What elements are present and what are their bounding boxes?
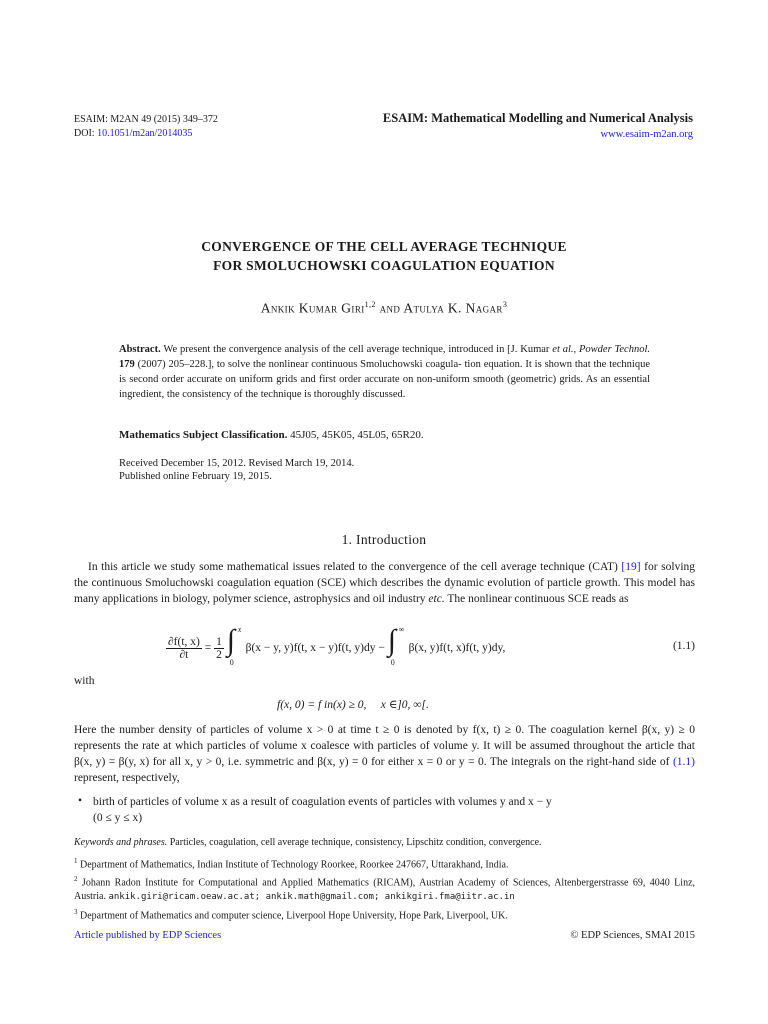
abstract-text-2: (2007) 205–228.], to solve the nonlinear continuous Smoluchowski coagula- <box>137 359 462 370</box>
bullet-line-2: (0 ≤ y ≤ x) <box>93 812 143 824</box>
author-conjunction: and <box>379 300 401 316</box>
footnote-2-text: Johann Radon Institute for Computational and Applied Mathematics (RICAM), Austrian Academy of Sciences, Altenbergerstrasse 69, 4040 Linz, Austria. <box>74 877 696 902</box>
dates-block <box>119 457 354 483</box>
footnote-1-text: Department of Mathematics, Indian Institute of Technology Roorkee, Roorkee 247667, Uttarakhand, India. <box>80 859 509 871</box>
journal-website-link[interactable]: www.esaim-m2an.org <box>600 129 693 140</box>
equation-number: (1.1) <box>672 640 695 652</box>
integral-2 <box>387 624 406 668</box>
equation-1-1-link[interactable]: (1.1) <box>672 756 696 768</box>
reference-19-link[interactable]: [19] <box>621 561 641 573</box>
footnote-3: $^3$ Department of Mathematics and computer science, Liverpool Hope University, Hope Park, Liverpool, UK. <box>74 907 508 921</box>
received-date: Received December 15, 2012. Revised March 19, 2014. <box>119 458 355 469</box>
footnote-2: $^2$ Johann Radon Institute for Computational and Applied Mathematics (RICAM), Austrian Academy of Sciences, Altenbergerstrasse 69, 4040 Linz, Austria. ankik.giri@ricam.oeaw.ac.at; ankik.math@gmail.com; ankikgiri.fma@iitr.ac.in <box>74 875 696 902</box>
msc-codes: 45J05, 45K05, 45L05, 65R20. <box>290 429 424 441</box>
journal-name: ESAIM: Mathematical Modelling and Numerical Analysis <box>382 111 693 125</box>
author-line <box>0 300 768 317</box>
intro-paragraph-2 <box>74 722 695 786</box>
publisher-link[interactable]: Article published by EDP Sciences <box>74 930 222 941</box>
half-fraction <box>214 636 224 661</box>
para1-text-a: In this article we study some mathematical issues related to the convergence of the cell average technique (CAT) <box>88 561 618 573</box>
author-1-affiliation: 1,2 <box>364 300 376 309</box>
integral-1-sign: ∫ <box>226 624 235 657</box>
para1-etc: etc. <box>428 593 445 605</box>
with-word: with <box>74 675 95 687</box>
doi-link[interactable]: 10.1051/m2an/2014035 <box>97 128 193 139</box>
doi-line <box>74 127 218 141</box>
keywords <box>74 836 695 849</box>
msc-line <box>119 429 650 441</box>
lhs-fraction <box>166 636 202 661</box>
keywords-label: Keywords and phrases. <box>74 837 168 848</box>
abstract-citation-journal: et al., Powder Technol. <box>552 344 651 355</box>
integral-1 <box>226 624 243 668</box>
integral-2-sign: ∫ <box>387 624 396 657</box>
equation-term-2: β(x, y)f(t, x)f(t, y)dy, <box>408 642 506 654</box>
equation-1-1 <box>74 624 695 672</box>
published-date: Published online February 19, 2015. <box>119 471 272 482</box>
integral-1-upper: x <box>237 625 242 634</box>
title-line-2: FOR SMOLUCHOWSKI COAGULATION EQUATION <box>213 258 555 273</box>
copyright: © EDP Sciences, SMAI 2015 <box>570 930 695 941</box>
equation-term-1: β(x − y, y)f(t, x − y)f(t, y)dy − <box>245 642 385 654</box>
bullet-icon: • <box>78 795 83 807</box>
msc-label: Mathematics Subject Classification. <box>119 429 288 441</box>
section-heading: 1. Introduction <box>341 532 427 547</box>
author-1: Ankik Kumar Giri <box>260 300 365 316</box>
para2-text-a: Here the number density of particles of volume x > 0 at time t ≥ 0 is denoted by f(x, t) ≥ 0. The coagulation kernel β(x, y) ≥ 0 represents the rate at which particles of volume x coalesce with particles of volume y. It will be assumed throughout the article that β(x, y) = β(y, x) for all x, y > 0, i.e. symmetric and β(x, y) = 0 for either x = 0 or y = 0. The integrals on the right-hand side of <box>74 724 695 768</box>
abstract <box>119 342 650 402</box>
paper-title <box>0 237 768 275</box>
doi-label: DOI: <box>74 128 95 139</box>
keywords-text: Particles, coagulation, cell average technique, consistency, Lipschitz condition, convergence. <box>169 837 542 848</box>
integral-1-lower: 0 <box>229 658 234 667</box>
half-numerator: 1 <box>216 635 222 648</box>
bullet-line-1: birth of particles of volume x as a result of coagulation events of particles with volumes y and x − y <box>93 796 552 808</box>
half-denominator: 2 <box>216 648 222 661</box>
footnote-1: $^1$ Department of Mathematics, Indian Institute of Technology Roorkee, Roorkee 247667, Uttarakhand, India. <box>74 857 509 871</box>
journal-block <box>383 111 693 140</box>
integral-2-upper: ∞ <box>398 625 405 634</box>
equation-body: $\frac{\partial f(t, x)}{\partial t}$ = $\frac{1}{2}$ ∫ x 0 β(x − y, y)f(t, x − y)f(t, y)dy − ∫ ∞ 0 β(x, y)f(t, x)f(t, y)dy, <box>168 624 506 667</box>
abstract-text-1: We present the convergence analysis of the cell average technique, introduced in [J. Kumar <box>163 344 550 355</box>
citation: ESAIM: M2AN 49 (2015) 349–372 <box>74 114 218 125</box>
footnotes <box>74 836 695 922</box>
footnote-2-emails[interactable]: ankik.giri@ricam.oeaw.ac.at; ankik.math@gmail.com; ankikgiri.fma@iitr.ac.in <box>108 891 515 902</box>
author-2: Atulya K. Nagar <box>403 300 503 316</box>
lhs-numerator: ∂f(t, x) <box>168 635 200 648</box>
para1-text-b: for solving the continuous Smoluchowski coagulation equation (SCE) which describes the dynamic evolution of particle growth. This model has many applications in biology, polymer science, astrophysics and oil industry <box>74 561 696 605</box>
page-footer <box>74 930 695 941</box>
abstract-label: Abstract. <box>119 344 161 355</box>
abstract-text-3: tion equation. It is shown that the technique is second order accurate on uniform grids and first order accurate on non-uniform smooth (geometric) grids. As an essential ingredient, the consistency of the technique is thoroughly discussed. <box>119 359 651 400</box>
abstract-citation-volume: 179 <box>119 359 135 370</box>
bullet-item <box>93 794 695 826</box>
intro-paragraph-1 <box>74 559 695 607</box>
lhs-denominator: ∂t <box>179 648 189 661</box>
footnote-3-text: Department of Mathematics and computer science, Liverpool Hope University, Hope Park, Liverpool, UK. <box>80 909 508 921</box>
integral-2-lower: 0 <box>390 658 395 667</box>
citation-block <box>74 113 218 141</box>
para1-text-c: The nonlinear continuous SCE reads as <box>447 593 629 605</box>
title-line-1: CONVERGENCE OF THE CELL AVERAGE TECHNIQUE <box>201 239 567 254</box>
para2-text-b: represent, respectively, <box>74 772 180 784</box>
initial-condition: f(x, 0) = f in(x) ≥ 0, x ∈]0, ∞[. <box>277 699 429 711</box>
author-2-affiliation: 3 <box>502 300 508 309</box>
